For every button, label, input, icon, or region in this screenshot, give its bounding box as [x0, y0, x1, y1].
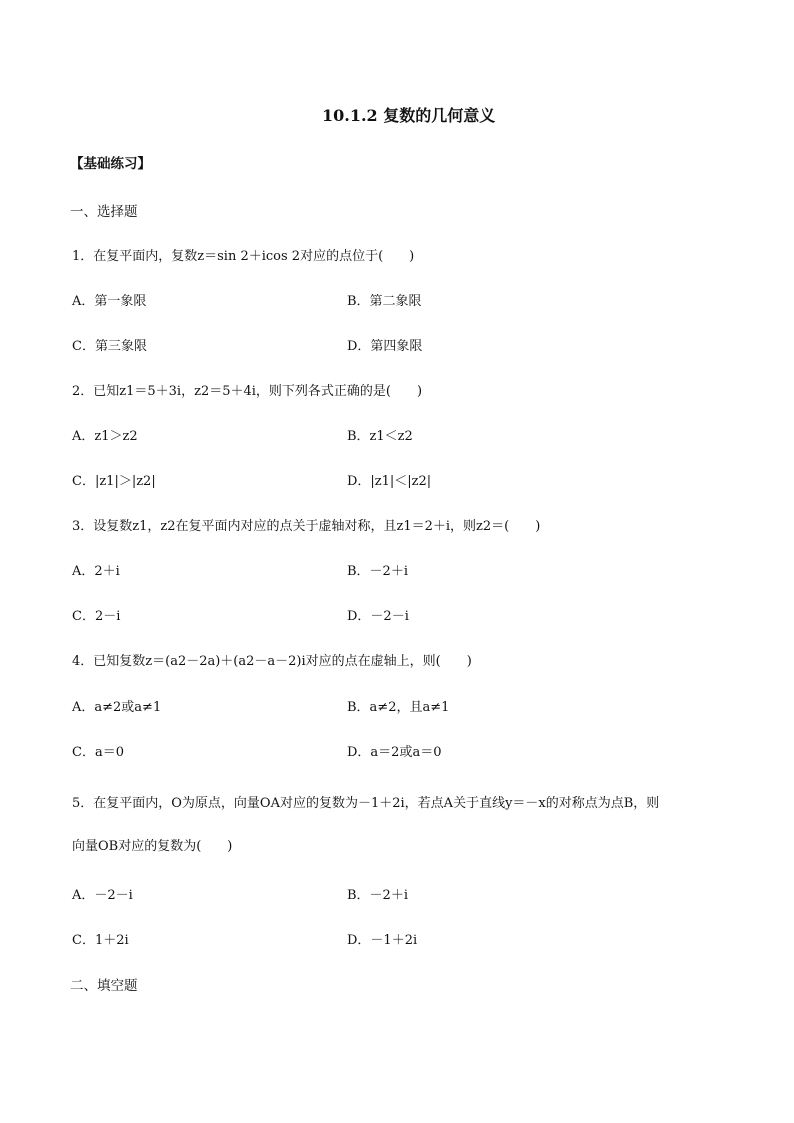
q4-option-c: C．a＝0	[72, 745, 124, 760]
q5-option-d: D．－1＋2i	[347, 933, 418, 948]
q5-option-b: B．－2＋i	[347, 888, 408, 903]
question-4: 4．已知复数z＝(a2－2a)＋(a2－a－2)i对应的点在虚轴上，则( )	[72, 654, 472, 669]
q1-option-d: D．第四象限	[347, 339, 423, 354]
q3-option-a: A．2＋i	[72, 564, 120, 579]
q3-option-b: B．－2＋i	[347, 564, 408, 579]
q4-option-a: A．a≠2或a≠1	[72, 700, 162, 715]
part1-heading: 一、选择题	[70, 204, 138, 220]
question-5-line-2: 向量OB对应的复数为( )	[72, 839, 233, 854]
q2-option-c: C．|z1|＞|z2|	[72, 474, 156, 489]
q3-option-d: D．－2－i	[347, 609, 409, 624]
question-3: 3．设复数z1，z2在复平面内对应的点关于虚轴对称，且z1＝2＋i，则z2＝( )	[72, 519, 541, 534]
q1-text: 1．在复平面内，复数z＝sin 2＋icos 2对应的点位于( )	[72, 249, 415, 264]
page-title: 10.1.2 复数的几何意义	[322, 106, 496, 125]
q5-option-a: A．－2－i	[72, 888, 133, 903]
section-basic-practice: 【基础练习】	[70, 156, 151, 172]
q1-option-b: B．第二象限	[347, 294, 422, 309]
question-1	[72, 250, 414, 263]
q2-option-d: D．|z1|＜|z2|	[347, 474, 432, 489]
q2-option-b: B．z1＜z2	[347, 429, 413, 444]
q4-option-d: D．a＝2或a＝0	[347, 745, 442, 760]
q3-option-c: C．2－i	[72, 609, 121, 624]
q4-option-b: B．a≠2，且a≠1	[347, 700, 450, 715]
question-5-line-1: 5．在复平面内，O为原点，向量OA对应的复数为－1＋2i，若点A关于直线y＝－x的对称点为点B，则	[72, 796, 660, 811]
q1-option-c: C．第三象限	[72, 339, 147, 354]
part2-heading: 二、填空题	[70, 978, 138, 994]
question-2: 2．已知z1＝5＋3i，z2＝5＋4i，则下列各式正确的是( )	[72, 384, 423, 399]
q1-option-a: A．第一象限	[72, 294, 147, 309]
q2-option-a: A．z1＞z2	[72, 429, 138, 444]
q5-option-c: C．1＋2i	[72, 933, 129, 948]
